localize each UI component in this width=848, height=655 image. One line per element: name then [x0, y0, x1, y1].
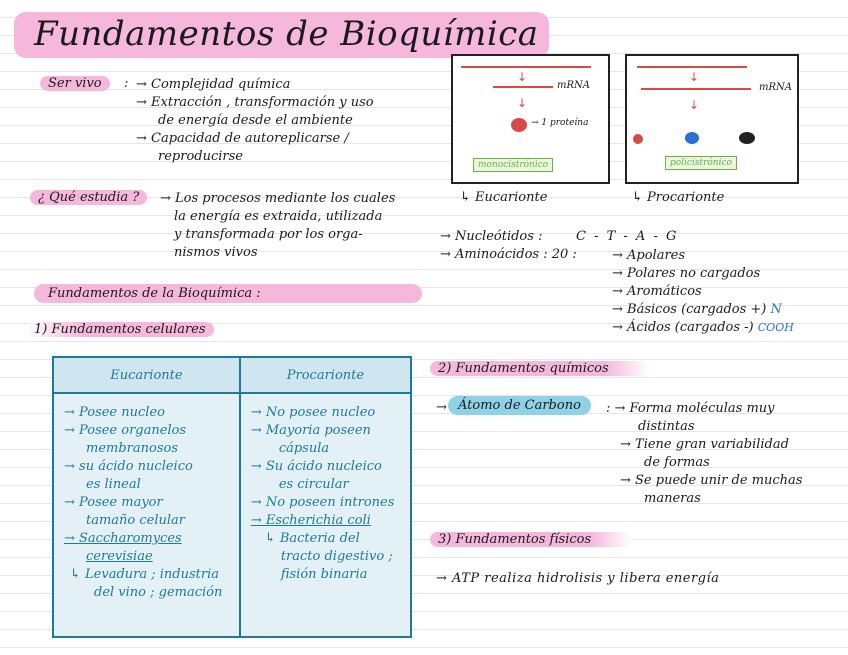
pro-item: es circular — [278, 477, 349, 492]
ser-vivo-item: reproducirse — [158, 149, 243, 164]
aminoacido-item — [612, 319, 794, 337]
note-cooh: COOH — [757, 321, 794, 334]
nucleotidos-label: → Nucleótidos : — [440, 229, 543, 244]
section-1-heading: 1) Fundamentos celulares — [26, 322, 214, 337]
pro-item: ↳ Bacteria del — [264, 531, 360, 546]
nucleotidos-value: C - T - A - G — [576, 229, 679, 244]
pro-item: cápsula — [278, 441, 330, 456]
carbono-item: → Tiene gran variabilidad — [620, 437, 789, 452]
comparison-table — [52, 356, 412, 638]
mrna-label: mRNA — [759, 82, 792, 93]
pro-item: → No poseen intrones — [250, 495, 395, 510]
euc-item: tamaño celular — [86, 513, 186, 528]
section-2-heading: 2) Fundamentos químicos — [430, 361, 649, 376]
euc-item: → Posee organelos — [64, 423, 187, 438]
que-estudia-line: la energía es extraida, utilizada — [174, 209, 383, 224]
carbono-label: Átomo de Carbono — [448, 396, 591, 415]
que-estudia-text — [160, 190, 395, 262]
que-estudia-label: ¿ Qué estudia ? — [30, 190, 147, 205]
ser-vivo-colon: : — [124, 76, 129, 91]
mrna-line — [493, 86, 553, 88]
pro-item: → No posee nucleo — [250, 405, 376, 420]
pro-item: → Su ácido nucleico — [250, 459, 382, 474]
caption-procarionte: ↳ Procarionte — [632, 190, 725, 205]
page-title: Fundamentos de Bioquímica — [14, 12, 549, 58]
section-banner: Fundamentos de la Bioquímica : — [34, 284, 422, 303]
euc-item: es lineal — [86, 477, 141, 492]
arrow-down-icon: ↓ — [689, 98, 700, 112]
atp-line: → ATP realiza hidrolisis y libera energía — [436, 571, 720, 586]
arrow-down-icon: ↓ — [689, 70, 700, 84]
pro-item: → Escherichia coli — [250, 513, 371, 528]
que-estudia-line: nismos vivos — [174, 245, 258, 260]
carbono-item: → Se puede unir de muchas — [620, 473, 803, 488]
euc-item: ↳ Levadura ; industria — [70, 567, 219, 582]
proteina-label: → 1 proteína — [531, 118, 589, 128]
euc-item: → Posee nucleo — [64, 405, 165, 420]
protein-blob-icon — [511, 118, 527, 132]
aminoacidos-label: → Aminoácidos : 20 : — [440, 247, 577, 262]
protein-blob-icon — [685, 132, 699, 144]
protein-blob-icon — [739, 132, 755, 144]
section-3-heading: 3) Fundamentos físicos — [430, 532, 631, 547]
dna-line — [461, 66, 591, 68]
carbono-item: de formas — [644, 455, 710, 470]
euc-item: → Posee mayor — [64, 495, 163, 510]
table-header-procarionte: Procarionte — [240, 357, 411, 393]
carbono-item: : → Forma moléculas muy — [606, 401, 775, 416]
pro-item: → Mayoria poseen — [250, 423, 371, 438]
euc-item: membranosos — [86, 441, 179, 456]
aminoacido-item-text: → Ácidos (cargados -) — [612, 320, 754, 335]
mrna-label: mRNA — [557, 80, 590, 91]
aminoacidos-list — [612, 247, 794, 337]
procarionte-diagram — [625, 54, 799, 184]
aminoacido-item: → Aromáticos — [612, 284, 702, 299]
aminoacido-item: → Polares no cargados — [612, 266, 761, 281]
policistronico-box: policistrónico — [665, 156, 737, 170]
ser-vivo-list — [136, 76, 374, 166]
monocistronico-box: monocistrónico — [473, 158, 553, 172]
carbono-item: maneras — [644, 491, 701, 506]
aminoacido-item: → Apolares — [612, 248, 686, 263]
carbono-arrow: → — [436, 400, 447, 415]
arrow-down-icon: ↓ — [517, 96, 528, 110]
que-estudia-line: → Los procesos mediante los cuales — [160, 191, 396, 206]
protein-blob-icon — [633, 134, 643, 144]
procarionte-cell — [240, 393, 411, 637]
caption-eucarionte: ↳ Eucarionte — [460, 190, 548, 205]
mrna-line — [641, 88, 751, 90]
ser-vivo-item: → Complejidad química — [136, 77, 291, 92]
ser-vivo-item: → Extracción , transformación y uso — [136, 95, 374, 110]
pro-item: tracto digestivo ; — [280, 549, 393, 564]
dna-line — [637, 66, 747, 68]
carbono-list — [606, 400, 802, 508]
aminoacido-item-text: → Básicos (cargados +) — [612, 302, 767, 317]
ser-vivo-item: → Capacidad de autoreplicarse / — [136, 131, 349, 146]
ser-vivo-label: Ser vivo — [40, 76, 110, 91]
euc-item: → Saccharomyces — [64, 531, 182, 546]
euc-item: del vino ; gemación — [94, 585, 223, 600]
carbono-item: distintas — [638, 419, 695, 434]
euc-item: cerevisiae — [86, 549, 153, 564]
table-header-eucarionte: Eucarionte — [53, 357, 240, 393]
que-estudia-line: y transformada por los orga- — [174, 227, 363, 242]
eucarionte-diagram — [451, 54, 610, 184]
aminoacido-item — [612, 301, 794, 319]
arrow-down-icon: ↓ — [517, 70, 528, 84]
euc-item: → su ácido nucleico — [64, 459, 193, 474]
note-n: N — [770, 302, 782, 317]
eucarionte-cell — [53, 393, 240, 637]
pro-item: fisión binaria — [280, 567, 368, 582]
ser-vivo-item: de energía desde el ambiente — [158, 113, 353, 128]
